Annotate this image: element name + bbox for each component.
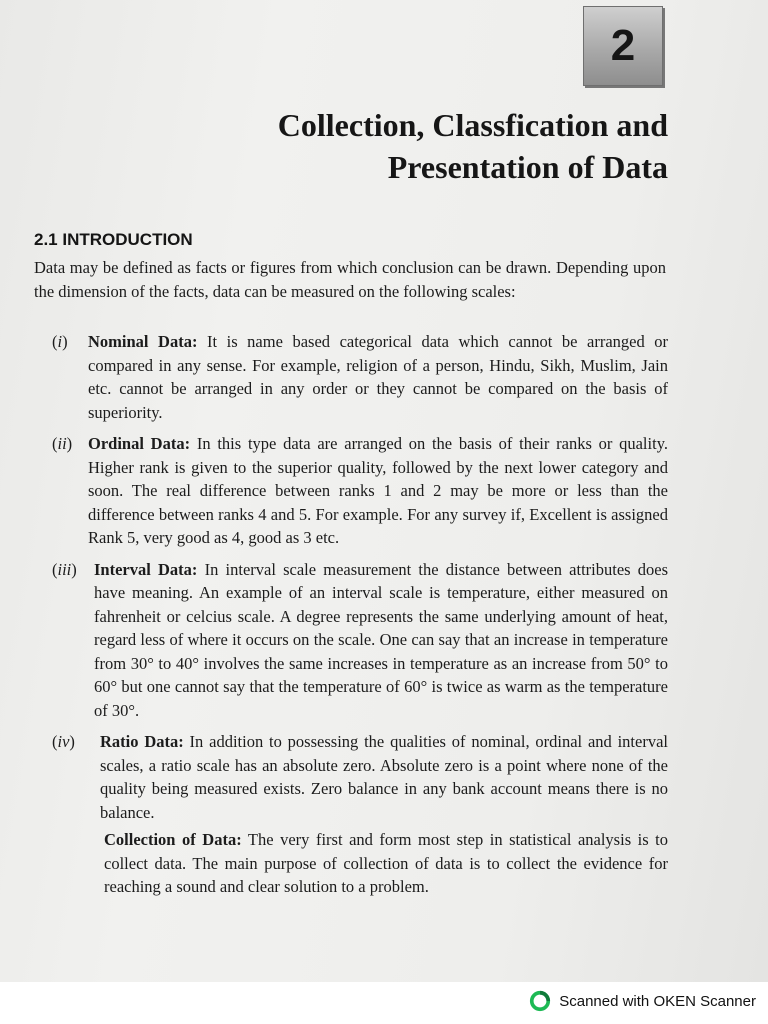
item-body <box>94 558 668 723</box>
chapter-title-line-2: Presentation of Data <box>387 149 668 185</box>
item-number: (i) <box>52 332 68 351</box>
item-number: (iii) <box>52 559 77 579</box>
scanner-text: Scanned with OKEN Scanner <box>559 992 756 1010</box>
item-term: Ratio Data: <box>100 732 184 751</box>
item-text: In this type data are arranged on the basis of their ranks or quality. Higher rank is given to the superior quality, followed by the next lower category and soon. The real difference between ranks 1 and 2 may be more or less than the difference between ranks 4 and 5. For example. For any survey if, Excellent is assigned Rank 5, very good as 4, good as 3 etc. <box>88 434 668 547</box>
collection-text: The very first and form most step in statistical analysis is to collect data. The main purpose of collection of data is to collect the evidence for reaching a sound and clear solution to a problem. <box>104 830 669 896</box>
item-term: Interval Data: <box>94 559 198 579</box>
item-number: (ii) <box>52 434 73 453</box>
list-item <box>52 330 668 424</box>
chapter-title <box>278 104 668 188</box>
item-number: (iv) <box>52 732 75 751</box>
item-text: In interval scale measurement the distance between attributes does have meaning. An example of an interval scale is temperature, either measured on fahrenheit or celcius scale. A degree represents the same underlying amount of heat, regard less of where it occurs on the scale. One can say that an increase in temperature from 30° to 40° involves the same increases in temperature as an increase from 50° to 60° but one cannot say that the temperature of 60° is twice as warm as the temperature of 30°. <box>94 559 668 720</box>
scale-list <box>52 330 668 832</box>
collection-paragraph <box>104 828 668 899</box>
scanner-watermark <box>529 990 756 1012</box>
item-body <box>88 330 668 424</box>
section-heading: 2.1 INTRODUCTION <box>34 230 193 249</box>
item-text: It is name based categorical data which cannot be arranged or compared in any sense. For example, religion of a person, Hindu, Sikh, Muslim, Jain etc. cannot be arranged in any order or they cannot be compared on the basis of superiority. <box>88 332 669 422</box>
item-body <box>100 730 668 824</box>
chapter-number: 2 <box>610 21 636 70</box>
oken-scanner-logo-icon <box>529 990 551 1012</box>
collection-term: Collection of Data: <box>104 830 242 849</box>
item-body <box>88 432 668 550</box>
scanner-footer <box>0 982 768 1024</box>
list-item <box>52 558 668 723</box>
intro-paragraph: Data may be defined as facts or figures from which conclusion can be drawn. Depending upon the dimension of the facts, data can be measured on the following scales: <box>34 258 666 301</box>
list-item <box>52 730 668 824</box>
item-term: Ordinal Data: <box>88 434 191 453</box>
list-item <box>52 432 668 550</box>
chapter-number-badge <box>583 6 663 86</box>
item-term: Nominal Data: <box>88 332 198 351</box>
chapter-title-line-1: Collection, Classfication and <box>277 107 668 143</box>
item-text: In addition to possessing the qualities of nominal, ordinal and interval scales, a ratio scale has an absolute zero. Absolute zero is a point where none of the quality being measured exists. Zero balance in any bank account means there is no balance. <box>100 732 668 822</box>
